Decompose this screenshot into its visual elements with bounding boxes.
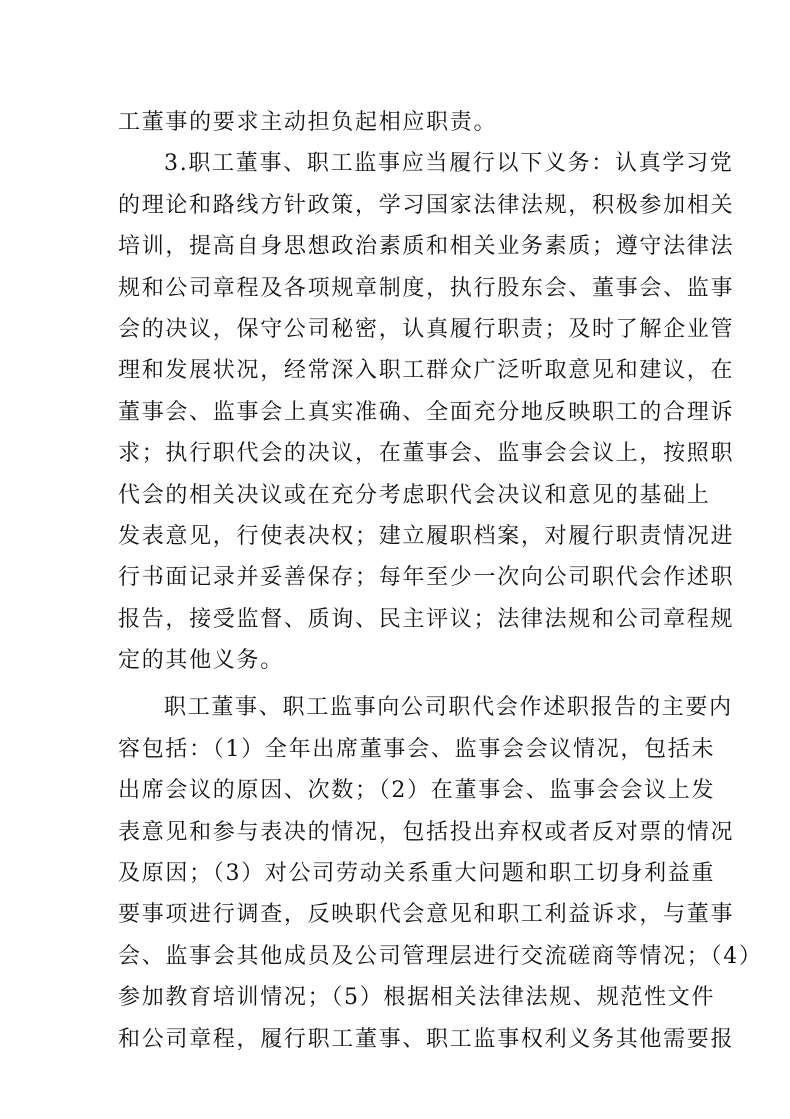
text-line: 理和发展状况，经常深入职工群众广泛听取意见和建议，在 (118, 358, 735, 384)
text-line: 会的决议，保守公司秘密，认真履行职责；及时了解企业管 (118, 316, 735, 342)
text-line: 职工董事、职工监事向公司职代会作述职报告的主要内 (164, 695, 733, 721)
text-line: 发表意见，行使表决权；建立履职档案，对履行职责情况进 (118, 523, 735, 549)
text-line: 参加教育培训情况；（5）根据相关法律法规、规范性文件 (118, 985, 716, 1011)
text-line: 表意见和参与表决的情况，包括投出弃权或者反对票的情况 (118, 819, 735, 845)
text-line: 3.职工董事、职工监事应当履行以下义务：认真学习党 (164, 151, 734, 177)
text-line: 容包括：（1）全年出席董事会、监事会会议情况，包括未 (118, 736, 716, 762)
text-line: 代会的相关决议或在充分考虑职代会决议和意见的基础上 (118, 482, 711, 508)
text-line: 和公司章程，履行职工董事、职工监事权利义务其他需要报 (118, 1026, 735, 1052)
paragraph-3 (118, 687, 763, 1060)
text-line: 出席会议的原因、次数；（2）在董事会、监事会会议上发 (118, 778, 716, 804)
text-line: 定的其他义务。 (118, 648, 284, 674)
text-line: 求；执行职代会的决议，在董事会、监事会会议上，按照职 (118, 441, 735, 467)
text-line: 董事会、监事会上真实准确、全面充分地反映职工的合理诉 (118, 399, 735, 425)
text-line: 工董事的要求主动担负起相应职责。 (118, 110, 498, 135)
document-body (118, 102, 763, 1060)
text-line: 会、监事会其他成员及公司管理层进行交流磋商等情况；（4） (118, 943, 763, 969)
text-line: 要事项进行调查，反映职代会意见和职工利益诉求，与董事 (118, 902, 735, 928)
paragraph-2 (118, 143, 735, 681)
text-line: 培训，提高自身思想政治素质和相关业务素质；遵守法律法 (118, 234, 735, 260)
text-line: 的理论和路线方针政策，学习国家法律法规，积极参加相关 (118, 192, 735, 218)
text-line: 行书面记录并妥善保存；每年至少一次向公司职代会作述职 (118, 565, 735, 591)
text-line: 规和公司章程及各项规章制度，执行股东会、董事会、监事 (118, 275, 735, 301)
text-line: 报告，接受监督、质询、民主评议；法律法规和公司章程规 (118, 606, 735, 632)
paragraph-1 (118, 102, 678, 143)
text-line: 及原因；（3）对公司劳动关系重大问题和职工切身利益重 (118, 861, 716, 887)
